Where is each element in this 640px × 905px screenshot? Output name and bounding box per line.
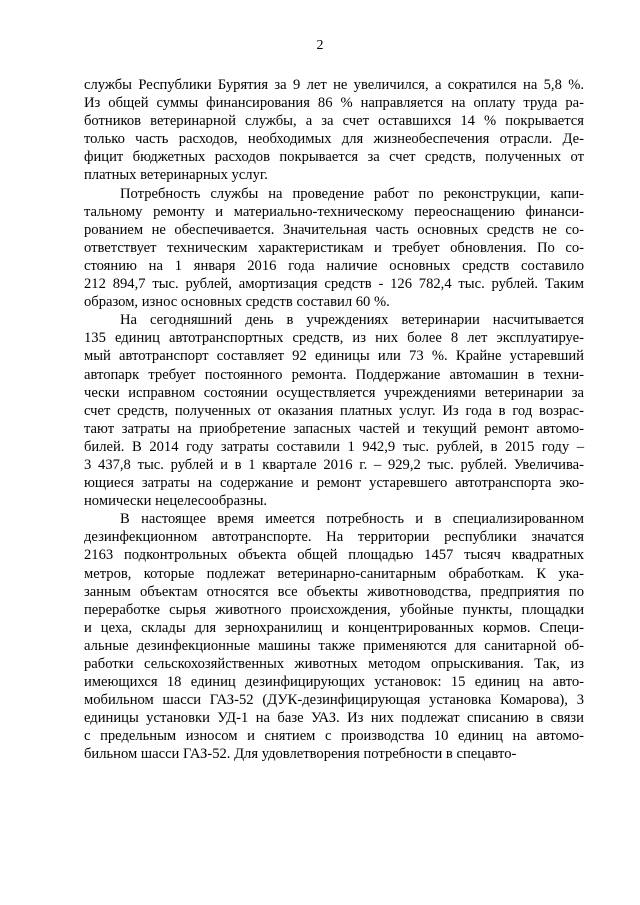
text-line: билей. В 2014 году затраты составили 1 942,9 тыс. рублей, в 2015 году – [84,438,584,455]
text-line: только часть расходов, необходимых для жизнеобеспечения отрасли. Де- [84,131,584,148]
text-line: альные дезинфекционные машины также применяются для санитарной об- [84,637,584,654]
text-line: фицит бюджетных расходов покрывается за счет средств, полученных от [84,149,584,166]
text-line: занным объектам относятся все объекты животноводства, предприятия по [84,583,584,600]
text-line: Потребность службы на проведение работ по реконструкции, капи- [120,185,584,202]
text-line: ботников ветеринарной службы, а за счет оставшихся 14 % покрывается [84,113,584,130]
text-line: ющиеся затраты на содержание и ремонт устаревшего автотранспорта эко- [84,475,584,492]
text-line: 212 894,7 тыс. рублей, амортизация средств - 126 782,4 тыс. рублей. Таким [84,276,584,293]
text-line: счет средств, полученных от оказания платных услуг. Из года в год возрас- [84,402,584,419]
text-line: единицы установки УД-1 на базе УАЗ. Из них подлежат списанию в связи [84,710,584,727]
body-text [84,76,584,764]
text-line: В настоящее время имеется потребность и в специализированном [120,511,584,528]
page-number: 2 [316,38,324,53]
text-line: чески исправном состоянии осуществляется учреждениями ветеринарии за [84,384,584,401]
text-line: На сегодняшний день в учреждениях ветеринарии насчитывается [120,312,584,329]
text-line: Из общей суммы финансирования 86 % направляется на оплату труда ра- [84,95,584,112]
text-line: 3 437,8 тыс. рублей и в 1 квартале 2016 г. – 929,2 тыс. рублей. Увеличива- [84,456,584,473]
text-line: мобильном шасси ГАЗ-52 (ДУК-дезинфицирующая установка Комарова), 3 [84,692,584,709]
paragraph [84,185,584,312]
text-line: работки сельскохозяйственных животных методом опрыскивания. Так, из [84,656,584,672]
text-line: с предельным износом и снятием с производства 10 единиц на автомо- [84,728,584,745]
text-line: службы Республики Бурятия за 9 лет не увеличился, а сократился на 5,8 %. [84,77,584,93]
text-line: ответствует техническим характеристикам и требует обновления. По со- [84,239,584,256]
paragraph [84,76,584,185]
text-line: метров, которые подлежат ветеринарно-санитарным обработкам. К ука- [84,565,584,582]
text-line: стоянию на 1 января 2016 года наличие основных средств составило [84,257,584,274]
text-line: тают затраты на приобретение запасных частей и текущий ремонт автомо- [84,420,584,437]
text-line: переработке сырья животного происхождения, убойные пункты, площадки [84,601,584,618]
text-line: образом, износ основных средств составил 60 %. [84,294,390,311]
text-line: бильном шасси ГАЗ-52. Для удовлетворения потребности в спецавто- [84,746,517,763]
text-line: имеющихся 18 единиц дезинфицирующих установок: 15 единиц на авто- [84,674,584,691]
text-line: рованием не обеспечивается. Значительная часть основных средств не со- [84,221,584,238]
paragraph [84,311,584,510]
text-line: 135 единиц автотранспортных средств, из них более 8 лет эксплуатируе- [84,330,584,347]
text-line: номически нецелесообразны. [84,493,268,510]
text-line: 2163 подконтрольных объекта общей площадью 1457 тысяч квадратных [84,547,584,564]
text-line: дезинфекционном автотранспорте. На территории республики значатся [84,529,584,546]
text-line: платных ветеринарных услуг. [84,167,268,184]
text-line: и цеха, склады для зернохранилищ и концентрированных кормов. Специ- [84,619,584,636]
text-line: тальному ремонту и материально-техническому переоснащению финанси- [84,203,584,220]
text-line: автопарк требует постоянного ремонта. Поддержание автомашин в техни- [84,366,584,383]
text-line: мый автотранспорт составляет 92 единицы или 73 %. Крайне устаревший [84,348,584,365]
paragraph [84,510,584,763]
